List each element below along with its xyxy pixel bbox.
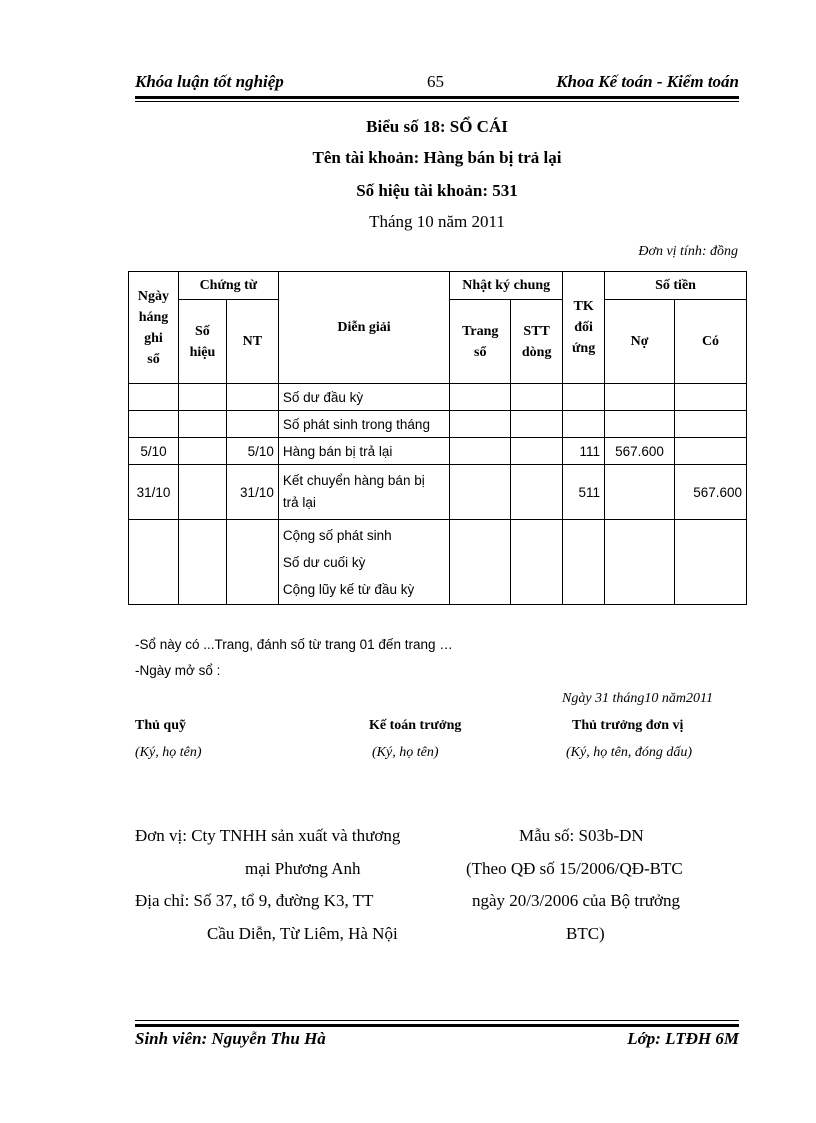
sig-thu-truong-note: (Ký, họ tên, đóng dấu) xyxy=(566,745,692,760)
header-ngay: Ngày háng ghi sổ xyxy=(129,272,179,384)
sig-ke-toan-truong-note: (Ký, họ tên) xyxy=(372,745,439,760)
sig-thu-quy-note: (Ký, họ tên) xyxy=(135,745,202,760)
header-so-tien: Số tiền xyxy=(605,272,747,300)
table-row: 5/10 5/10 Hàng bán bị trả lại 111 567.600 xyxy=(129,438,747,465)
header-rule-thin xyxy=(135,101,739,102)
header-chung-tu: Chứng từ xyxy=(178,272,278,300)
account-name: Tên tài khoản: Hàng bán bị trả lại xyxy=(312,148,562,167)
company-address-cont: Cầu Diễn, Từ Liêm, Hà Nội xyxy=(207,924,398,943)
footer-rule-thin xyxy=(135,1020,739,1021)
company-unit-cont: mại Phương Anh xyxy=(245,859,361,878)
company-unit: Đơn vị: Cty TNHH sản xuất và thương xyxy=(135,826,401,845)
header-co: Có xyxy=(675,300,747,384)
note-pages: -Sổ này có ...Trang, đánh số từ trang 01 đến trang … xyxy=(135,637,453,652)
header-stt-dong: STT dòng xyxy=(511,300,563,384)
account-number: Số hiệu tài khoản: 531 xyxy=(356,181,518,200)
form-decision-issuer: BTC) xyxy=(566,924,605,943)
header-dien-giai: Diễn giải xyxy=(278,272,449,384)
class-name: Lớp: LTĐH 6M xyxy=(627,1029,739,1048)
form-decision: (Theo QĐ số 15/2006/QĐ-BTC xyxy=(466,859,683,878)
ledger-table xyxy=(128,271,747,605)
faculty-label: Khoa Kế toán - Kiểm toán xyxy=(556,72,739,91)
table-row: Số phát sinh trong tháng xyxy=(129,411,747,438)
header-so-hieu: Số hiệu xyxy=(178,300,226,384)
header-nt: NT xyxy=(226,300,278,384)
header-tk-doi-ung: TK đối ứng xyxy=(563,272,605,384)
sig-thu-quy: Thủ quỹ xyxy=(135,718,186,733)
note-open-date: -Ngày mở sổ : xyxy=(135,663,221,678)
page-header xyxy=(135,72,739,96)
currency-unit: Đơn vị tính: đồng xyxy=(638,244,738,259)
sig-thu-truong: Thủ trưởng đơn vị xyxy=(572,718,684,733)
period: Tháng 10 năm 2011 xyxy=(369,212,505,231)
header-nhat-ky-chung: Nhật ký chung xyxy=(450,272,563,300)
page-number: 65 xyxy=(427,72,444,91)
header-no: Nợ xyxy=(605,300,675,384)
table-row: Số dư đầu kỳ xyxy=(129,384,747,411)
thesis-label: Khóa luận tốt nghiệp xyxy=(135,72,284,91)
form-title: Biểu số 18: SỔ CÁI xyxy=(366,117,508,136)
table-row: 31/10 31/10 Kết chuyển hàng bán bị trả lại 511 567.600 xyxy=(129,465,747,520)
form-decision-date: ngày 20/3/2006 của Bộ trưởng xyxy=(472,891,681,910)
header-rule-thick xyxy=(135,96,739,99)
sig-ke-toan-truong: Kế toán trưởng xyxy=(369,718,462,733)
footer-rule-thick xyxy=(135,1024,739,1027)
table-row: Cộng số phát sinh Số dư cuối kỳ Cộng lũy kế từ đầu kỳ xyxy=(129,520,747,605)
student-name: Sinh viên: Nguyễn Thu Hà xyxy=(135,1029,326,1048)
header-trang-so: Trang sổ xyxy=(450,300,511,384)
sign-date: Ngày 31 tháng10 năm2011 xyxy=(561,691,713,706)
company-address: Địa chỉ: Số 37, tổ 9, đường K3, TT xyxy=(135,891,374,910)
form-code: Mẫu số: S03b-DN xyxy=(519,826,644,845)
